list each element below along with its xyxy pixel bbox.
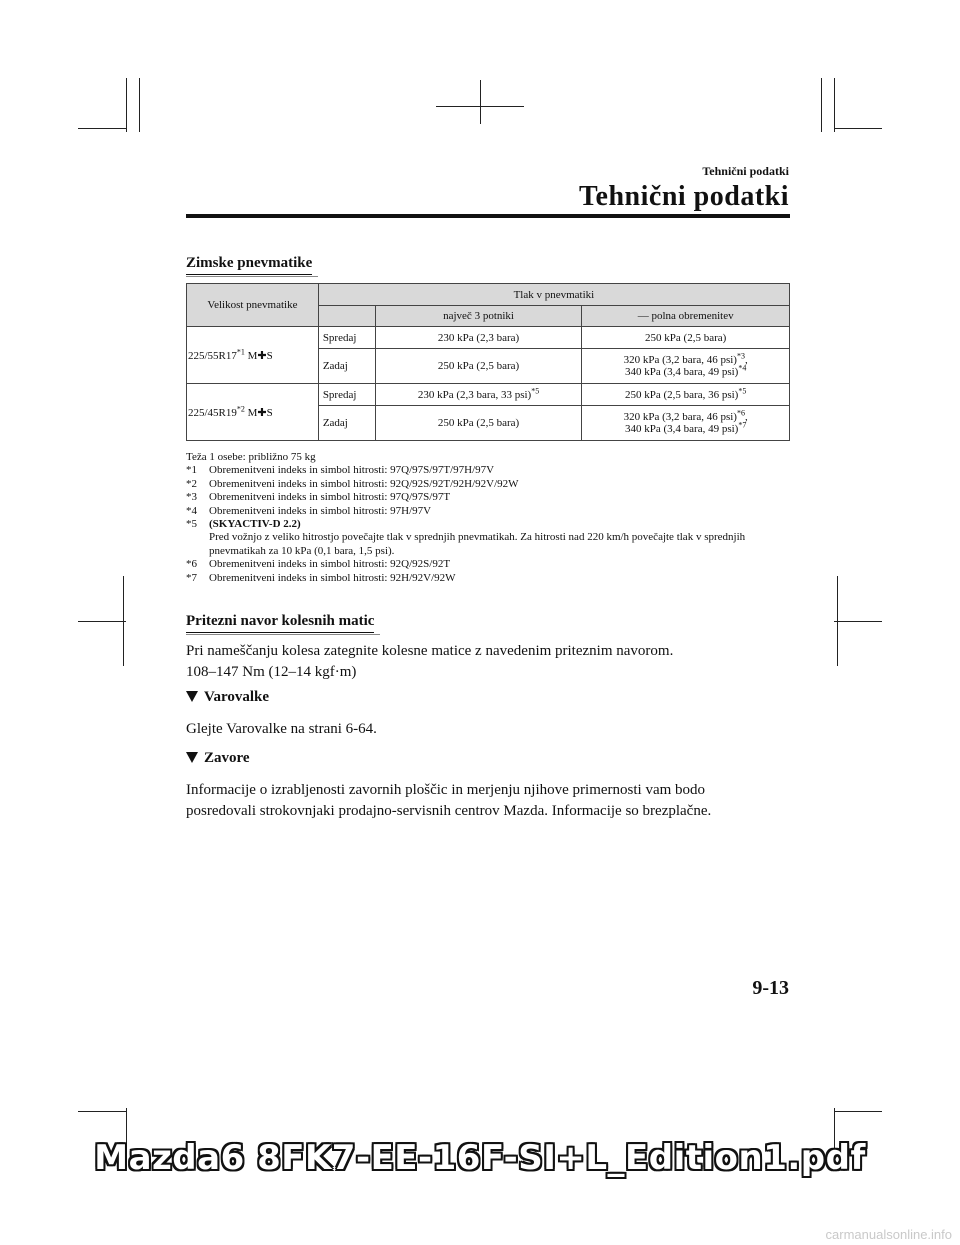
weight-note: Teža 1 osebe: približno 75 kg bbox=[186, 451, 316, 463]
crop-mark bbox=[78, 128, 126, 129]
pressure-value: 320 kPa (3,2 bara, 46 psi)$^{*6}$, 340 kPa (3,4 bara, 49 psi)$^{*7}$ bbox=[582, 406, 790, 441]
table-row bbox=[187, 327, 790, 349]
torque-text: Pri nameščanju kolesa zategnite kolesne matice z navedenim priteznim navorom. 108–147 Nm (12–14 kgf·m) bbox=[186, 643, 674, 680]
triangle-bullet-icon bbox=[186, 752, 198, 763]
footnote: *5 (SKYACTIV-D 2.2) Pred vožnjo z veliko hitrostjo povečajte tlak v sprednjih pnevmatikah. Za hitrosti nad 220 km/h povečajte tlak v sprednjih pnevmatikah za 10 kPa (0,1 bara, 1,5 psi). bbox=[186, 518, 746, 557]
header-full-load: — polna obremenitev bbox=[582, 306, 790, 327]
header-blank bbox=[318, 306, 375, 327]
section-title-torque: Pritezni navor kolesnih matic bbox=[186, 613, 374, 633]
crop-mark bbox=[821, 78, 822, 132]
triangle-bullet-icon bbox=[186, 691, 198, 702]
pressure-value: 320 kPa (3,2 bara, 46 psi)$^{*3}$, 340 kPa (3,4 bara, 49 psi)$^{*4}$ bbox=[582, 349, 790, 384]
position-front: Spredaj bbox=[318, 327, 375, 349]
position-front: Spredaj bbox=[318, 384, 375, 406]
footnotes bbox=[186, 451, 790, 585]
section-title-winter-tires: Zimske pnevmatike bbox=[186, 255, 312, 275]
registration-mark bbox=[834, 621, 882, 622]
pressure-value: 250 kPa (2,5 bara) bbox=[582, 327, 790, 349]
footnote: *6 Obremenitveni indeks in simbol hitrosti: 92Q/92S/92T bbox=[186, 558, 451, 571]
registration-mark bbox=[837, 576, 838, 666]
page-number: 9-13 bbox=[752, 977, 789, 999]
footnote: *4 Obremenitveni indeks in simbol hitrosti: 97H/97V bbox=[186, 504, 432, 517]
snowflake-icon: M✚S bbox=[247, 406, 273, 419]
header-rule bbox=[186, 214, 790, 218]
registration-mark bbox=[78, 621, 126, 622]
crop-mark bbox=[78, 1111, 126, 1112]
pressure-value: 250 kPa (2,5 bara) bbox=[375, 349, 582, 384]
crop-mark bbox=[834, 1111, 882, 1112]
footnote: *1 Obremenitveni indeks in simbol hitrosti: 97Q/97S/97T/97H/97V bbox=[186, 464, 495, 477]
footnote: *7 Obremenitveni indeks in simbol hitrosti: 92H/92V/92W bbox=[186, 571, 456, 584]
footer-filename: Mazda6 8FK7-EE-16F-SI+L_Edition1.pdf bbox=[94, 1138, 866, 1178]
footnote: *2 Obremenitveni indeks in simbol hitrosti: 92Q/92S/92T/92H/92V/92W bbox=[186, 477, 519, 490]
header-tire-size: Velikost pnevmatike bbox=[187, 284, 319, 327]
pressure-value: 230 kPa (2,3 bara) bbox=[375, 327, 582, 349]
watermark: carmanualsonline.info bbox=[825, 1227, 952, 1242]
header-tire-pressure: Tlak v pnevmatiki bbox=[318, 284, 789, 306]
header-up-to-3: največ 3 potniki bbox=[375, 306, 582, 327]
position-rear: Zadaj bbox=[318, 406, 375, 441]
brakes-text: Informacije o izrabljenosti zavornih ploščic in merjenju njihove primernosti vam bodo posredovali strokovnjaki prodajno-servisnih centrov Mazda. Informacije so brezplačne. bbox=[186, 782, 712, 819]
pressure-value: 250 kPa (2,5 bara, 36 psi)$^{*5}$ bbox=[582, 384, 790, 406]
pressure-value: 230 kPa (2,3 bara, 33 psi)$^{*5}$ bbox=[375, 384, 582, 406]
registration-mark bbox=[123, 576, 124, 666]
running-header-title: Tehnični podatki bbox=[578, 181, 789, 212]
snowflake-icon: M✚S bbox=[247, 349, 273, 362]
crop-mark bbox=[139, 78, 140, 132]
running-header-small: Tehnični podatki bbox=[702, 164, 789, 178]
fuses-text: Glejte Varovalke na strani 6-64. bbox=[186, 721, 377, 737]
position-rear: Zadaj bbox=[318, 349, 375, 384]
table-row bbox=[187, 384, 790, 406]
subsection-fuses: Varovalke bbox=[186, 689, 269, 706]
tire-size-cell: 225/55R17$^{*1}$ M✚S bbox=[187, 327, 319, 384]
crop-mark bbox=[126, 78, 127, 132]
crop-mark bbox=[834, 128, 882, 129]
tire-pressure-table bbox=[186, 283, 790, 441]
registration-mark bbox=[480, 80, 481, 124]
footnote: *3 Obremenitveni indeks in simbol hitrosti: 97Q/97S/97T bbox=[186, 491, 451, 504]
crop-mark bbox=[834, 78, 835, 132]
tire-size-cell: 225/45R19$^{*2}$ M✚S bbox=[187, 384, 319, 441]
subsection-brakes: Zavore bbox=[186, 750, 250, 767]
pressure-value: 250 kPa (2,5 bara) bbox=[375, 406, 582, 441]
